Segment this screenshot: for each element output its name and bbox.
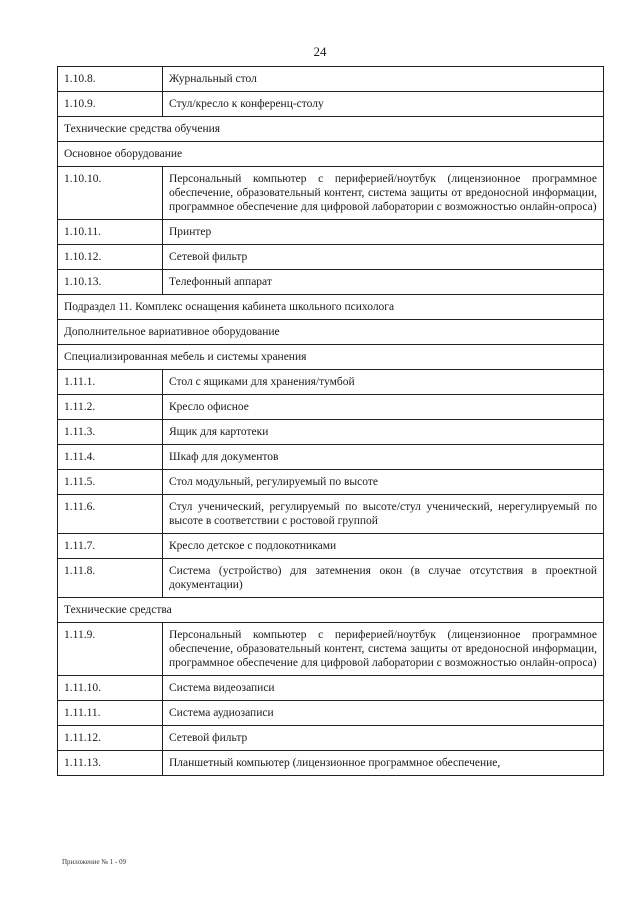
table-section-row bbox=[58, 345, 604, 370]
table-row bbox=[58, 67, 604, 92]
table-row bbox=[58, 559, 604, 598]
table-row bbox=[58, 495, 604, 534]
item-description: Сетевой фильтр bbox=[163, 726, 604, 751]
equipment-table bbox=[57, 66, 604, 776]
table-section-row bbox=[58, 598, 604, 623]
table-row bbox=[58, 726, 604, 751]
item-number: 1.11.3. bbox=[58, 420, 163, 445]
table-row bbox=[58, 676, 604, 701]
table-row bbox=[58, 395, 604, 420]
item-number: 1.11.12. bbox=[58, 726, 163, 751]
item-number: 1.11.5. bbox=[58, 470, 163, 495]
item-description: Система видеозаписи bbox=[163, 676, 604, 701]
equipment-table-body bbox=[58, 67, 604, 776]
item-description: Журнальный стол bbox=[163, 67, 604, 92]
section-heading: Технические средства обучения bbox=[58, 117, 604, 142]
item-description: Стул/кресло к конференц-столу bbox=[163, 92, 604, 117]
item-number: 1.10.11. bbox=[58, 220, 163, 245]
item-description: Принтер bbox=[163, 220, 604, 245]
table-row bbox=[58, 420, 604, 445]
item-number: 1.10.10. bbox=[58, 167, 163, 220]
item-number: 1.10.13. bbox=[58, 270, 163, 295]
item-description: Кресло офисное bbox=[163, 395, 604, 420]
item-description: Система (устройство) для затемнения окон (в случае отсутствия в проектной документации) bbox=[163, 559, 604, 598]
item-description: Кресло детское с подлокотниками bbox=[163, 534, 604, 559]
table-row bbox=[58, 220, 604, 245]
item-description: Шкаф для документов bbox=[163, 445, 604, 470]
item-description: Планшетный компьютер (лицензионное программное обеспечение, bbox=[163, 751, 604, 776]
item-number: 1.11.6. bbox=[58, 495, 163, 534]
table-row bbox=[58, 445, 604, 470]
table-section-row bbox=[58, 117, 604, 142]
item-number: 1.11.4. bbox=[58, 445, 163, 470]
section-heading: Подраздел 11. Комплекс оснащения кабинета школьного психолога bbox=[58, 295, 604, 320]
section-heading: Технические средства bbox=[58, 598, 604, 623]
table-row bbox=[58, 470, 604, 495]
item-description: Стул ученический, регулируемый по высоте/стул ученический, нерегулируемый по высоте в соответствии с ростовой группой bbox=[163, 495, 604, 534]
table-row bbox=[58, 167, 604, 220]
item-number: 1.11.8. bbox=[58, 559, 163, 598]
table-row bbox=[58, 270, 604, 295]
item-description: Персональный компьютер с периферией/ноутбук (лицензионное программное обеспечение, образовательный контент, система защиты от вредоносной информации, программное обеспечение для цифровой лаборатории с возможностью онлайн-опроса) bbox=[163, 167, 604, 220]
table-row bbox=[58, 701, 604, 726]
page-number: 24 bbox=[313, 44, 327, 59]
item-number: 1.11.10. bbox=[58, 676, 163, 701]
item-number: 1.11.13. bbox=[58, 751, 163, 776]
item-description: Стол с ящиками для хранения/тумбой bbox=[163, 370, 604, 395]
table-section-row bbox=[58, 320, 604, 345]
table-section-row bbox=[58, 142, 604, 167]
section-heading: Дополнительное вариативное оборудование bbox=[58, 320, 604, 345]
item-number: 1.10.12. bbox=[58, 245, 163, 270]
item-description: Ящик для картотеки bbox=[163, 420, 604, 445]
item-number: 1.10.9. bbox=[58, 92, 163, 117]
table-row bbox=[58, 370, 604, 395]
item-number: 1.11.9. bbox=[58, 623, 163, 676]
item-number: 1.11.7. bbox=[58, 534, 163, 559]
section-heading: Специализированная мебель и системы хранения bbox=[58, 345, 604, 370]
item-description: Система аудиозаписи bbox=[163, 701, 604, 726]
page-footer: Приложение № 1 - 09 bbox=[62, 858, 127, 866]
item-description: Сетевой фильтр bbox=[163, 245, 604, 270]
section-heading: Основное оборудование bbox=[58, 142, 604, 167]
table-row bbox=[58, 245, 604, 270]
item-description: Персональный компьютер с периферией/ноутбук (лицензионное программное обеспечение, образовательный контент, система защиты от вредоносной информации, программное обеспечение для цифровой лаборатории с возможностью онлайн-опроса) bbox=[163, 623, 604, 676]
table-row bbox=[58, 534, 604, 559]
item-description: Стол модульный, регулируемый по высоте bbox=[163, 470, 604, 495]
table-section-row bbox=[58, 295, 604, 320]
table-row bbox=[58, 623, 604, 676]
item-number: 1.11.2. bbox=[58, 395, 163, 420]
table-row bbox=[58, 92, 604, 117]
item-description: Телефонный аппарат bbox=[163, 270, 604, 295]
item-number: 1.11.11. bbox=[58, 701, 163, 726]
item-number: 1.10.8. bbox=[58, 67, 163, 92]
item-number: 1.11.1. bbox=[58, 370, 163, 395]
table-row bbox=[58, 751, 604, 776]
